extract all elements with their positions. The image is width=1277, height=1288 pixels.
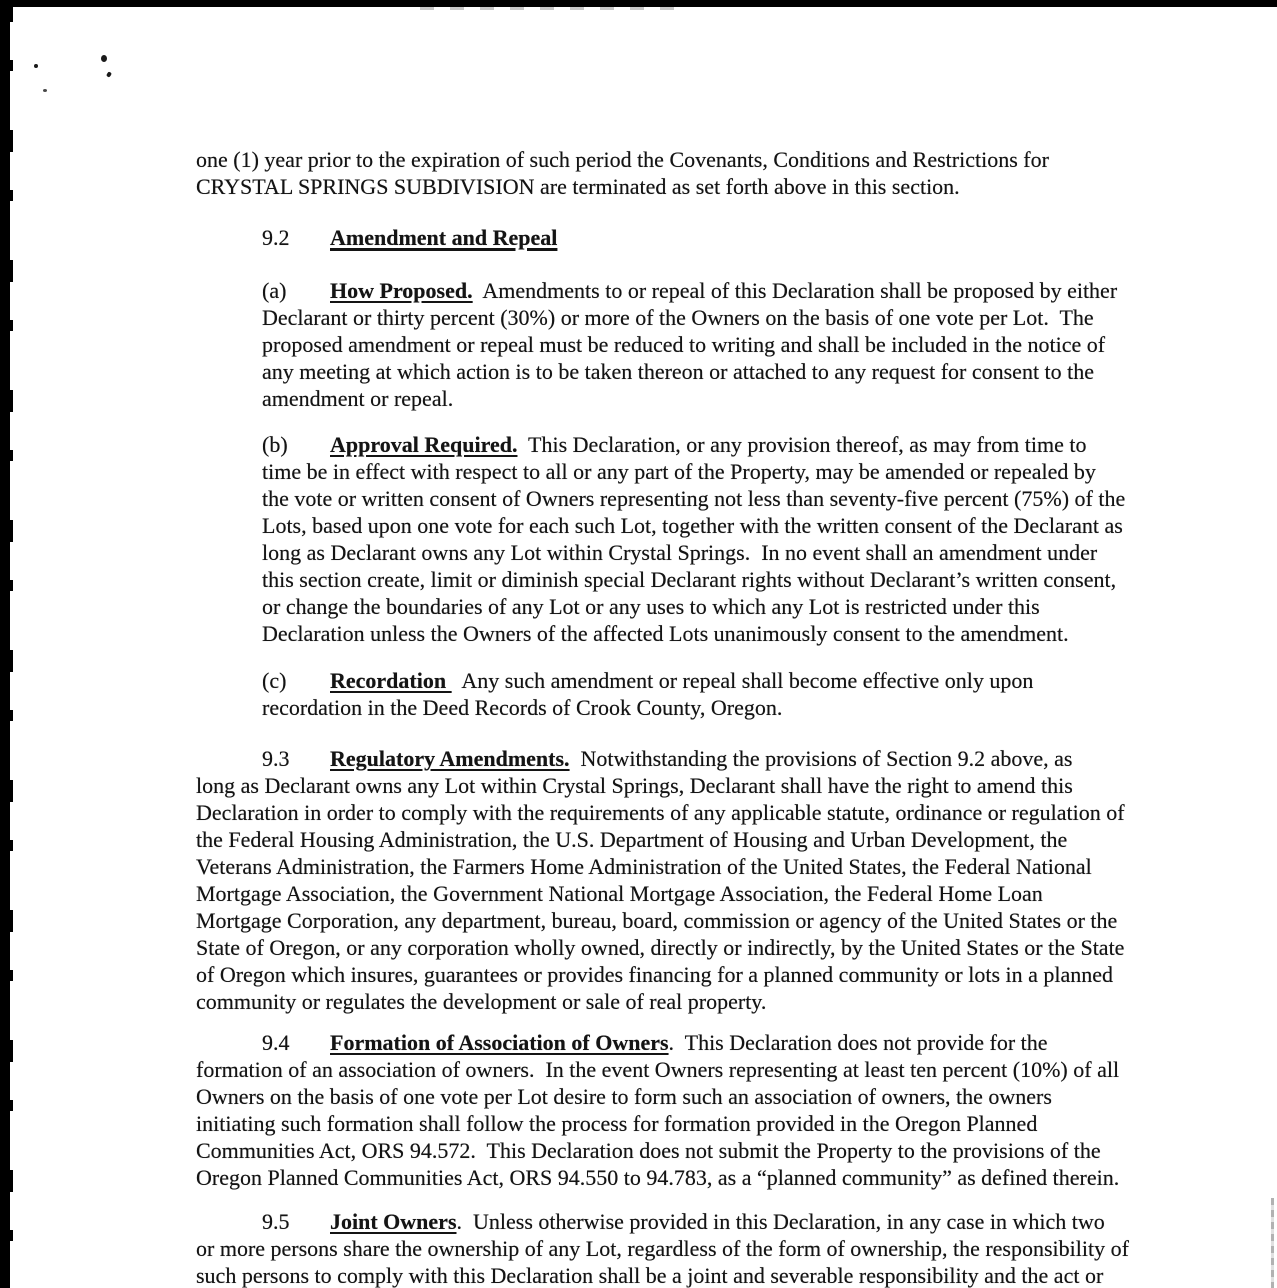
subsection-title: Approval Required.: [330, 432, 518, 457]
text-line: [262, 224, 557, 251]
text-line: long as Declarant owns any Lot within Crystal Springs. In no event shall an amendment under: [262, 540, 1098, 565]
subsection-title: How Proposed.: [330, 278, 473, 303]
text-line: Declaration in order to comply with the requirements of any applicable statute, ordinance or regulation of: [196, 800, 1125, 825]
section-title: Formation of Association of Owners: [330, 1030, 669, 1055]
text-run: Notwithstanding the provisions of Section 9.2 above, as: [569, 746, 1073, 771]
paragraph-9-4-formation-of-association: [196, 1029, 1119, 1191]
text-line: the Federal Housing Administration, the U.S. Department of Housing and Urban Development, the: [196, 827, 1068, 852]
subsection-letter: (c): [262, 668, 287, 693]
text-line: one (1) year prior to the expiration of such period the Covenants, Conditions and Restrictions for: [196, 147, 1049, 172]
text-line: initiating such formation shall follow the process for formation provided in the Oregon Planned: [196, 1111, 1038, 1136]
text-line: Owners on the basis of one vote per Lot desire to form such an association of owners, the owners: [196, 1084, 1052, 1109]
text-line: State of Oregon, or any corporation wholly owned, directly or indirectly, by the United States or the State: [196, 935, 1125, 960]
scan-left-edge-bar: [0, 0, 10, 1288]
text-line: long as Declarant owns any Lot within Crystal Springs, Declarant shall have the right to amend this: [196, 773, 1073, 798]
text-line: proposed amendment or repeal must be reduced to writing and shall be included in the notice of: [262, 332, 1106, 357]
text-line: the vote or written consent of Owners representing not less than seventy-five percent (75%) of the: [262, 486, 1126, 511]
document-body: [196, 0, 1201, 1288]
subsection-letter: (a): [262, 278, 287, 303]
subsection-letter: (b): [262, 432, 288, 457]
text-line: amendment or repeal.: [262, 386, 454, 411]
scan-right-dashed-line: [1271, 1198, 1274, 1288]
text-line: Lots, based upon one vote for each such Lot, together with the written consent of the Declarant as: [262, 513, 1123, 538]
section-number: 9.3: [262, 746, 290, 771]
text-line: [262, 277, 1117, 304]
paragraph-a-how-proposed: [262, 277, 1117, 412]
text-run: Amendments to or repeal of this Declaration shall be proposed by either: [472, 278, 1118, 303]
text-line: such persons to comply with this Declaration shall be a joint and severable responsibility and the act or: [196, 1263, 1104, 1288]
paragraph-c-recordation: [262, 667, 1033, 721]
text-line: Oregon Planned Communities Act, ORS 94.550 to 94.783, as a “planned community” as defined therein.: [196, 1165, 1120, 1190]
section-title: Joint Owners: [330, 1209, 457, 1234]
text-line: community or regulates the development or sale of real property.: [196, 989, 767, 1014]
paragraph-b-approval-required: [262, 431, 1125, 647]
paragraph-continuation: [196, 146, 1049, 200]
text-line: CRYSTAL SPRINGS SUBDIVISION are terminated as set forth above in this section.: [196, 174, 960, 199]
text-line: [262, 667, 1033, 694]
text-line: Communities Act, ORS 94.572. This Declaration does not submit the Property to the provisions of the: [196, 1138, 1101, 1163]
scan-speck: [106, 71, 112, 77]
text-line: recordation in the Deed Records of Crook County, Oregon.: [262, 695, 783, 720]
text-line: formation of an association of owners. In the event Owners representing at least ten percent (10%) of all: [196, 1057, 1120, 1082]
text-line: any meeting at which action is to be taken thereon or attached to any request for consent to the: [262, 359, 1095, 384]
text-line: Mortgage Corporation, any department, bureau, board, commission or agency of the United States or the: [196, 908, 1118, 933]
text-line: [196, 745, 1125, 772]
scan-left-edge-ragged: [10, 0, 13, 1288]
subsection-title: Recordation: [330, 668, 452, 693]
text-run: Any such amendment or repeal shall become effective only upon: [451, 668, 1034, 693]
text-line: [196, 1208, 1129, 1235]
text-run: . This Declaration does not provide for the: [668, 1030, 1048, 1055]
section-number: 9.5: [262, 1209, 290, 1234]
text-line: Declaration unless the Owners of the affected Lots unanimously consent to the amendment.: [262, 621, 1069, 646]
scan-speck: [43, 89, 47, 92]
scan-speck: [34, 64, 38, 68]
text-line: Declarant or thirty percent (30%) or more of the Owners on the basis of one vote per Lot. The: [262, 305, 1094, 330]
text-line: Mortgage Association, the Government National Mortgage Association, the Federal Home Loan: [196, 881, 1043, 906]
text-line: Veterans Administration, the Farmers Home Administration of the United States, the Federal National: [196, 854, 1092, 879]
text-line: [262, 431, 1125, 458]
paragraph-9-5-joint-owners: [196, 1208, 1129, 1288]
text-line: [196, 1029, 1119, 1056]
paragraph-9-3-regulatory-amendments: [196, 745, 1125, 1015]
text-line: this section create, limit or diminish special Declarant rights without Declarant’s written consent,: [262, 567, 1117, 592]
text-run: . Unless otherwise provided in this Declaration, in any case in which two: [456, 1209, 1105, 1234]
section-number: 9.4: [262, 1030, 290, 1055]
section-heading-9-2: [262, 224, 557, 251]
text-run: This Declaration, or any provision thereof, as may from time to: [517, 432, 1087, 457]
text-line: of Oregon which insures, guarantees or provides financing for a planned community or lots in a planned: [196, 962, 1114, 987]
section-number: 9.2: [262, 225, 290, 250]
text-line: or more persons share the ownership of any Lot, regardless of the form of ownership, the responsibility of: [196, 1236, 1129, 1261]
scan-speck: [101, 55, 107, 62]
text-line: or change the boundaries of any Lot or any uses to which any Lot is restricted under this: [262, 594, 1040, 619]
section-title: Amendment and Repeal: [330, 225, 558, 250]
text-line: time be in effect with respect to all or any part of the Property, may be amended or repealed by: [262, 459, 1096, 484]
section-title: Regulatory Amendments.: [330, 746, 570, 771]
